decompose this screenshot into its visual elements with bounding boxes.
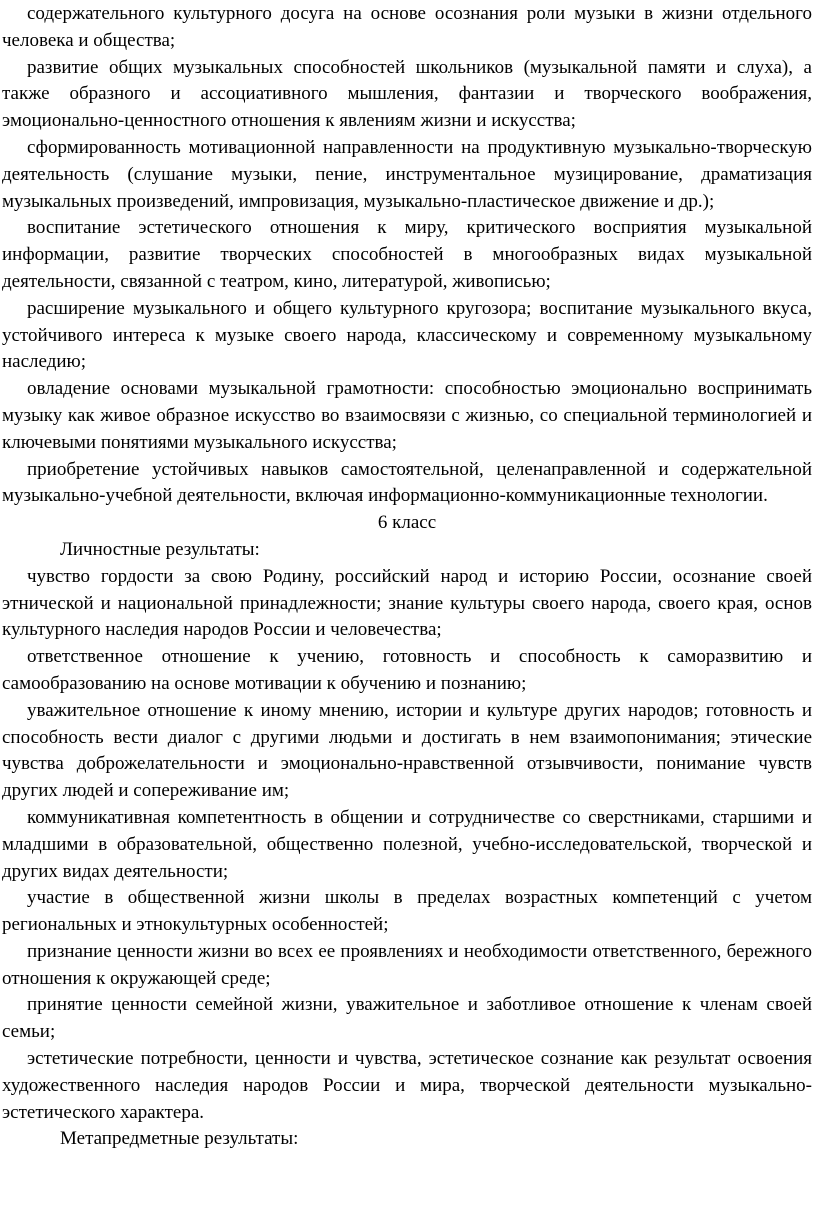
list-item: ответственное отношение к учению, готовность и способность к саморазвитию и самообразованию на основе мотивации к обучению и познанию; [2,646,812,694]
list-item: сформированность мотивационной направленности на продуктивную музыкально-творческую деятельность (слушание музыки, пение, инструментальное музицирование, драматизация музыкальных произведений, импровизация, музыкально-пластическое движение и др.); [2,136,812,212]
personal-results-heading: Личностные результаты: [60,538,260,560]
list-item: уважительное отношение к иному мнению, истории и культуре других народов; готовность и способность вести диалог с другими людьми и достигать в нем взаимопонимания; этические чувства доброжелательности и эмоционально-нравственной отзывчивости, понимание чувств других людей и сопереживание им; [2,699,812,802]
meta-results-heading: Метапредметные результаты: [60,1128,299,1150]
list-item: признание ценности жизни во всех ее проявлениях и необходимости ответственного, бережного отношения к окружающей среде; [2,940,812,989]
grade-heading: 6 класс [377,512,437,534]
list-item: эстетические потребности, ценности и чувства, эстетическое сознание как результат освоения художественного наследия народов России и мира, творческой деятельности музыкально-эстетического характера. [2,1048,812,1123]
personal-results-list [2,564,812,1127]
list-item: принятие ценности семейной жизни, уважительное и заботливое отношение к членам своей семьи; [2,994,812,1043]
list-item: приобретение устойчивых навыков самостоятельной, целенаправленной и содержательной музыкально-учебной деятельности, включая информационно-коммуникационные технологии. [2,458,812,507]
section-one-list [2,1,812,510]
list-item: чувство гордости за свою Родину, российский народ и историю России, осознание своей этнической и национальной принадлежности; знание культуры своего народа, своего края, основ культурного наследия народов России и человечества; [2,565,812,641]
list-item: овладение основами музыкальной грамотности: способностью эмоционально воспринимать музыку как живое образное искусство во взаимосвязи с жизнью, со специальной терминологией и ключевыми понятиями музыкального искусства; [2,378,812,453]
list-item: коммуникативная компетентность в общении и сотрудничестве со сверстниками, старшими и младшими в образовательной, общественно полезной, учебно-исследовательской, творческой и других видах деятельности; [2,806,812,882]
list-item: развитие общих музыкальных способностей школьников (музыкальной памяти и слуха), а также образного и ассоциативного мышления, фантазии и творческого воображения, эмоционально-ценностного отношения к явлениям жизни и искусства; [2,56,812,132]
list-item: воспитание эстетического отношения к миру, критического восприятия музыкальной информации, развитие творческих способностей в многообразных видах музыкальной деятельности, связанной с театром, кино, литературой, живописью; [2,217,812,292]
list-item: участие в общественной жизни школы в пределах возрастных компетенций с учетом региональных и этнокультурных особенностей; [2,887,812,936]
list-item: расширение музыкального и общего культурного кругозора; воспитание музыкального вкуса, устойчивого интереса к музыке своего народа, классическому и современному музыкальному наследию; [2,297,812,373]
list-item: содержательного культурного досуга на основе осознания роли музыки в жизни отдельного человека и общества; [2,3,812,51]
